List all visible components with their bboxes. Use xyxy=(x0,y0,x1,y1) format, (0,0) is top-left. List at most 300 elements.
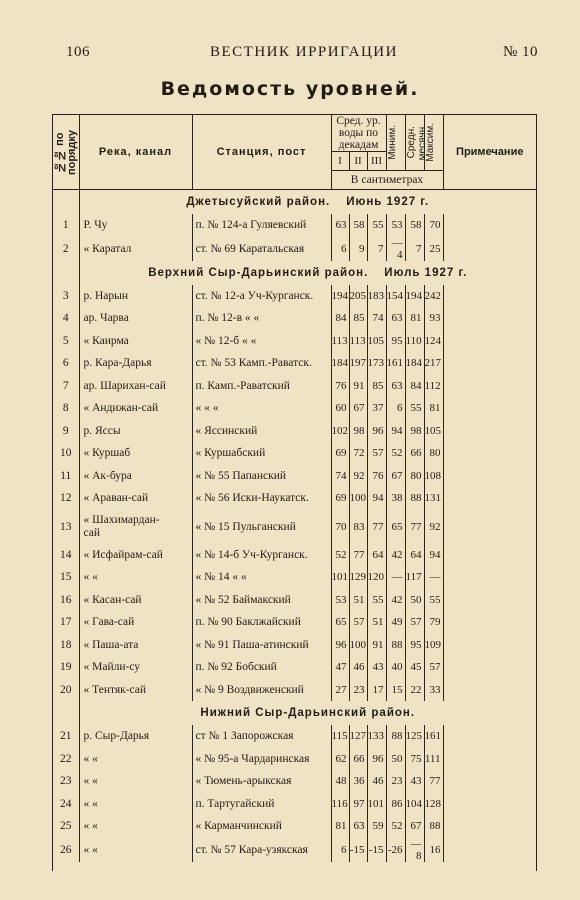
max-value: 33 xyxy=(424,679,443,702)
river-name: « Куршаб xyxy=(79,442,192,465)
max-value: 105 xyxy=(424,420,443,443)
header-month-avg: Средн. месячн. xyxy=(405,115,424,171)
table-row xyxy=(53,793,536,816)
page-title: Ведомость уровней. xyxy=(160,78,420,100)
station-name: « № 52 Баймакский xyxy=(192,589,331,612)
min-value: — xyxy=(386,566,405,589)
decade-3-value: -15 xyxy=(367,838,386,862)
max-value: 93 xyxy=(424,307,443,330)
decade-3-value: 120 xyxy=(367,566,386,589)
decade-2-value: 129 xyxy=(349,566,367,589)
river-name: « Паша-ата xyxy=(79,634,192,657)
station-name: « № 91 Паша-атинский xyxy=(192,634,331,657)
max-value: 94 xyxy=(424,544,443,567)
min-value: 95 xyxy=(386,330,405,353)
min-value: 6 xyxy=(386,397,405,420)
note-cell xyxy=(443,510,536,544)
table-row xyxy=(53,656,536,679)
row-number: 19 xyxy=(53,656,79,679)
header-number: №№ по порядку xyxy=(53,115,79,190)
table-row xyxy=(53,510,536,544)
river-name: « Майли-су xyxy=(79,656,192,679)
max-value: 79 xyxy=(424,611,443,634)
min-value: 15 xyxy=(386,679,405,702)
decade-2-value: 127 xyxy=(349,725,367,748)
decade-3-value: 37 xyxy=(367,397,386,420)
month-avg-value: 104 xyxy=(405,793,424,816)
section-number-cell xyxy=(53,701,79,725)
table-row xyxy=(53,214,536,237)
row-number: 6 xyxy=(53,352,79,375)
max-value: 108 xyxy=(424,465,443,488)
decade-1-value: 81 xyxy=(331,815,349,838)
table-row xyxy=(53,465,536,488)
note-cell xyxy=(443,237,536,261)
table-row xyxy=(53,815,536,838)
month-avg-value: 110 xyxy=(405,330,424,353)
month-avg-value: 7 xyxy=(405,237,424,261)
decade-3-value: 43 xyxy=(367,656,386,679)
row-number: 5 xyxy=(53,330,79,353)
table-row xyxy=(53,679,536,702)
min-value: 67 xyxy=(386,465,405,488)
river-name: « Исфайрам-сай xyxy=(79,544,192,567)
min-value: 50 xyxy=(386,748,405,771)
station-name: « № 56 Иски-Наукатск. xyxy=(192,487,331,510)
min-value: 154 xyxy=(386,285,405,308)
table-row xyxy=(53,838,536,862)
row-number: 16 xyxy=(53,589,79,612)
section-title-cell xyxy=(79,701,536,725)
decade-1-value: 69 xyxy=(331,487,349,510)
decade-3-value: 105 xyxy=(367,330,386,353)
row-number: 21 xyxy=(53,725,79,748)
min-value: 42 xyxy=(386,589,405,612)
row-number: 17 xyxy=(53,611,79,634)
note-cell xyxy=(443,330,536,353)
decade-3-value: 96 xyxy=(367,748,386,771)
note-cell xyxy=(443,214,536,237)
decade-2-value: 92 xyxy=(349,465,367,488)
min-value: 161 xyxy=(386,352,405,375)
river-name: « « xyxy=(79,793,192,816)
decade-3-value: 183 xyxy=(367,285,386,308)
table-row xyxy=(53,375,536,398)
row-number: 9 xyxy=(53,420,79,443)
decade-1-value: 6 xyxy=(331,237,349,261)
journal-title: ВЕСТНИК ИРРИГАЦИИ xyxy=(210,44,398,60)
decade-2-value: 100 xyxy=(349,487,367,510)
max-value: 128 xyxy=(424,793,443,816)
decade-2-value: 85 xyxy=(349,307,367,330)
decade-2-value: 66 xyxy=(349,748,367,771)
row-number: 2 xyxy=(53,237,79,261)
row-number: 22 xyxy=(53,748,79,771)
decade-1-value: 69 xyxy=(331,442,349,465)
month-avg-value: 80 xyxy=(405,465,424,488)
header-river: Река, канал xyxy=(79,115,192,190)
note-cell xyxy=(443,465,536,488)
section-number-cell xyxy=(53,190,79,215)
max-value: 80 xyxy=(424,442,443,465)
month-avg-value: 55 xyxy=(405,397,424,420)
month-avg-value: 84 xyxy=(405,375,424,398)
decade-2-value: 77 xyxy=(349,544,367,567)
max-value: 88 xyxy=(424,815,443,838)
min-value: 52 xyxy=(386,442,405,465)
decade-3-value: 17 xyxy=(367,679,386,702)
min-value: 63 xyxy=(386,307,405,330)
note-cell xyxy=(443,285,536,308)
decade-3-value: 59 xyxy=(367,815,386,838)
max-value: 16 xyxy=(424,838,443,862)
decade-1-value: 6 xyxy=(331,838,349,862)
header-units: В сантиметрах xyxy=(331,171,443,190)
decade-1-value: 113 xyxy=(331,330,349,353)
table-row xyxy=(53,770,536,793)
month-avg-value: —8 xyxy=(405,838,424,862)
min-value: 88 xyxy=(386,634,405,657)
note-cell xyxy=(443,352,536,375)
decade-1-value: 27 xyxy=(331,679,349,702)
decade-1-value: 53 xyxy=(331,589,349,612)
month-avg-value: 57 xyxy=(405,611,424,634)
max-value: 70 xyxy=(424,214,443,237)
month-avg-value: 81 xyxy=(405,307,424,330)
row-number: 8 xyxy=(53,397,79,420)
decade-3-value: 55 xyxy=(367,589,386,612)
decade-3-value: 46 xyxy=(367,770,386,793)
row-number: 23 xyxy=(53,770,79,793)
month-avg-value: 98 xyxy=(405,420,424,443)
decade-1-value: 194 xyxy=(331,285,349,308)
station-name: « Тюмень-арыкская xyxy=(192,770,331,793)
max-value: 57 xyxy=(424,656,443,679)
issue-number: № 10 xyxy=(502,44,538,60)
section-title: Джетысуйский район. xyxy=(186,196,331,208)
decade-2-value: -15 xyxy=(349,838,367,862)
month-avg-value: 66 xyxy=(405,442,424,465)
decade-3-value: 96 xyxy=(367,420,386,443)
decade-1-value: 62 xyxy=(331,748,349,771)
decade-2-value: 67 xyxy=(349,397,367,420)
section-title: Верхний Сыр-Дарьинский район. xyxy=(148,266,369,279)
table-row xyxy=(53,634,536,657)
max-value: 161 xyxy=(424,725,443,748)
decade-1-value: 47 xyxy=(331,656,349,679)
note-cell xyxy=(443,793,536,816)
min-value: 38 xyxy=(386,487,405,510)
min-value: 40 xyxy=(386,656,405,679)
decade-3-value: 74 xyxy=(367,307,386,330)
month-avg-value: 45 xyxy=(405,656,424,679)
river-name: « Араван-сай xyxy=(79,487,192,510)
note-cell xyxy=(443,815,536,838)
note-cell xyxy=(443,307,536,330)
river-name: ар. Шарихан-сай xyxy=(79,375,192,398)
row-number: 20 xyxy=(53,679,79,702)
header-note: Примечание xyxy=(443,115,536,190)
river-name: « Каратал xyxy=(79,237,192,261)
station-name: « № 14-б Уч-Курганск. xyxy=(192,544,331,567)
section-title: Нижний Сыр-Дарьинский район. xyxy=(200,707,416,719)
max-value: 131 xyxy=(424,487,443,510)
row-number: 10 xyxy=(53,442,79,465)
table-row xyxy=(53,566,536,589)
max-value: 217 xyxy=(424,352,443,375)
table-row xyxy=(53,420,536,443)
station-name: п. № 124-а Гуляевский xyxy=(192,214,331,237)
station-name: « № 55 Папанский xyxy=(192,465,331,488)
river-name: р. Кара-Дарья xyxy=(79,352,192,375)
decade-1-value: 96 xyxy=(331,634,349,657)
row-number: 3 xyxy=(53,285,79,308)
row-number: 26 xyxy=(53,838,79,862)
note-cell xyxy=(443,634,536,657)
decade-1-value: 76 xyxy=(331,375,349,398)
page-number: 106 xyxy=(66,44,90,60)
decade-3-value: 77 xyxy=(367,510,386,544)
decade-2-value: 197 xyxy=(349,352,367,375)
decade-2-value: 46 xyxy=(349,656,367,679)
river-name: « Андижан-сай xyxy=(79,397,192,420)
section-date: Июль 1927 г. xyxy=(384,266,468,279)
max-value: 111 xyxy=(424,748,443,771)
row-number: 4 xyxy=(53,307,79,330)
decade-2-value: 83 xyxy=(349,510,367,544)
station-name: ст. № 57 Кара-узякская xyxy=(192,838,331,862)
note-cell xyxy=(443,589,536,612)
station-name: п. № 92 Бобский xyxy=(192,656,331,679)
decade-2-value: 23 xyxy=(349,679,367,702)
decade-2-value: 97 xyxy=(349,793,367,816)
min-value: 23 xyxy=(386,770,405,793)
header-decade-3: III xyxy=(367,152,386,171)
min-value: —4 xyxy=(386,237,405,261)
decade-2-value: 51 xyxy=(349,589,367,612)
max-value: — xyxy=(424,566,443,589)
min-value: 53 xyxy=(386,214,405,237)
running-head xyxy=(60,44,538,64)
section-header-row xyxy=(53,261,536,285)
river-name: « Тентяк-сай xyxy=(79,679,192,702)
note-cell xyxy=(443,748,536,771)
table-row xyxy=(53,237,536,261)
station-name: « № 95-а Чардаринская xyxy=(192,748,331,771)
decade-2-value: 72 xyxy=(349,442,367,465)
decade-3-value: 85 xyxy=(367,375,386,398)
row-number: 14 xyxy=(53,544,79,567)
decade-2-value: 91 xyxy=(349,375,367,398)
min-value: 86 xyxy=(386,793,405,816)
decade-2-value: 9 xyxy=(349,237,367,261)
decade-2-value: 63 xyxy=(349,815,367,838)
table-row xyxy=(53,748,536,771)
note-cell xyxy=(443,397,536,420)
river-name: Р. Чу xyxy=(79,214,192,237)
month-avg-value: 58 xyxy=(405,214,424,237)
min-value: 42 xyxy=(386,544,405,567)
min-value: 65 xyxy=(386,510,405,544)
note-cell xyxy=(443,420,536,443)
note-cell xyxy=(443,838,536,862)
decade-1-value: 84 xyxy=(331,307,349,330)
decade-3-value: 76 xyxy=(367,465,386,488)
month-avg-value: 95 xyxy=(405,634,424,657)
decade-2-value: 36 xyxy=(349,770,367,793)
river-name: « « xyxy=(79,566,192,589)
min-value: 52 xyxy=(386,815,405,838)
max-value: 124 xyxy=(424,330,443,353)
river-name: р. Сыр-Дарья xyxy=(79,725,192,748)
row-number: 12 xyxy=(53,487,79,510)
month-avg-value: 117 xyxy=(405,566,424,589)
table-row xyxy=(53,397,536,420)
decade-3-value: 101 xyxy=(367,793,386,816)
section-date: Июнь 1927 г. xyxy=(346,196,430,208)
decade-1-value: 116 xyxy=(331,793,349,816)
row-number: 24 xyxy=(53,793,79,816)
decade-1-value: 74 xyxy=(331,465,349,488)
min-value: 63 xyxy=(386,375,405,398)
header-min: Миним. xyxy=(386,115,405,171)
note-cell xyxy=(443,656,536,679)
decade-1-value: 63 xyxy=(331,214,349,237)
note-cell xyxy=(443,544,536,567)
max-value: 92 xyxy=(424,510,443,544)
table-row xyxy=(53,442,536,465)
max-value: 77 xyxy=(424,770,443,793)
month-avg-value: 75 xyxy=(405,748,424,771)
max-value: 25 xyxy=(424,237,443,261)
table-row xyxy=(53,589,536,612)
header-decade-2: II xyxy=(349,152,367,171)
decade-1-value: 52 xyxy=(331,544,349,567)
row-number: 7 xyxy=(53,375,79,398)
month-avg-value: 67 xyxy=(405,815,424,838)
note-cell xyxy=(443,487,536,510)
decade-3-value: 94 xyxy=(367,487,386,510)
row-number: 13 xyxy=(53,510,79,544)
levels-table xyxy=(52,114,537,871)
note-cell xyxy=(443,679,536,702)
max-value: 55 xyxy=(424,589,443,612)
decade-1-value: 101 xyxy=(331,566,349,589)
table-row xyxy=(53,725,536,748)
row-number: 18 xyxy=(53,634,79,657)
note-cell xyxy=(443,375,536,398)
section-header-row xyxy=(53,701,536,725)
row-number: 1 xyxy=(53,214,79,237)
decade-3-value: 7 xyxy=(367,237,386,261)
month-avg-value: 125 xyxy=(405,725,424,748)
decade-3-value: 51 xyxy=(367,611,386,634)
decade-3-value: 55 xyxy=(367,214,386,237)
header-decade-avg: Сред. ур. воды по декадам xyxy=(331,115,386,152)
max-value: 242 xyxy=(424,285,443,308)
table-row xyxy=(53,487,536,510)
river-name: « « xyxy=(79,748,192,771)
decade-1-value: 65 xyxy=(331,611,349,634)
note-cell xyxy=(443,566,536,589)
station-name: « Яссинский xyxy=(192,420,331,443)
decade-3-value: 91 xyxy=(367,634,386,657)
month-avg-value: 64 xyxy=(405,544,424,567)
min-value: 88 xyxy=(386,725,405,748)
table-row xyxy=(53,330,536,353)
min-value: 49 xyxy=(386,611,405,634)
row-number: 25 xyxy=(53,815,79,838)
river-name: р. Яссы xyxy=(79,420,192,443)
note-cell xyxy=(443,442,536,465)
station-name: п. Тартугайский xyxy=(192,793,331,816)
section-title-cell xyxy=(79,261,536,285)
max-value: 81 xyxy=(424,397,443,420)
station-name: ст. № 12-а Уч-Курганск. xyxy=(192,285,331,308)
table-row xyxy=(53,611,536,634)
decade-3-value: 64 xyxy=(367,544,386,567)
decade-1-value: 60 xyxy=(331,397,349,420)
min-value: 94 xyxy=(386,420,405,443)
header-max: Максим. xyxy=(424,115,443,171)
decade-1-value: 115 xyxy=(331,725,349,748)
row-number: 15 xyxy=(53,566,79,589)
decade-1-value: 48 xyxy=(331,770,349,793)
river-name: « Шахимардан- сай xyxy=(79,510,192,544)
station-name: « Карманчинский xyxy=(192,815,331,838)
station-name: « Куршабский xyxy=(192,442,331,465)
station-name: ст № 1 Запорожская xyxy=(192,725,331,748)
decade-3-value: 57 xyxy=(367,442,386,465)
station-name: « № 9 Воздвиженский xyxy=(192,679,331,702)
table-row xyxy=(53,544,536,567)
decade-1-value: 70 xyxy=(331,510,349,544)
section-header-row xyxy=(53,190,536,215)
row-number: 11 xyxy=(53,465,79,488)
station-name: « № 12-б « « xyxy=(192,330,331,353)
station-name: п. № 12-в « « xyxy=(192,307,331,330)
max-value: 112 xyxy=(424,375,443,398)
section-number-cell xyxy=(53,261,79,285)
max-value: 109 xyxy=(424,634,443,657)
station-name: ст. № 69 Каратальская xyxy=(192,237,331,261)
river-name: « « xyxy=(79,838,192,862)
station-name: « № 15 Пульганский xyxy=(192,510,331,544)
station-name: п. № 90 Баклжайский xyxy=(192,611,331,634)
table-row xyxy=(53,285,536,308)
table-row xyxy=(53,352,536,375)
river-name: ар. Чарва xyxy=(79,307,192,330)
month-avg-value: 50 xyxy=(405,589,424,612)
station-name: п. Камп.-Раватский xyxy=(192,375,331,398)
month-avg-value: 77 xyxy=(405,510,424,544)
month-avg-value: 194 xyxy=(405,285,424,308)
note-cell xyxy=(443,725,536,748)
decade-1-value: 102 xyxy=(331,420,349,443)
station-name: ст. № 53 Камп.-Раватск. xyxy=(192,352,331,375)
river-name: р. Нарын xyxy=(79,285,192,308)
header-decade-1: I xyxy=(331,152,349,171)
min-value: -26 xyxy=(386,838,405,862)
decade-2-value: 205 xyxy=(349,285,367,308)
month-avg-value: 88 xyxy=(405,487,424,510)
decade-2-value: 98 xyxy=(349,420,367,443)
decade-2-value: 113 xyxy=(349,330,367,353)
note-cell xyxy=(443,770,536,793)
section-title-cell xyxy=(79,190,536,215)
note-cell xyxy=(443,611,536,634)
river-name: « « xyxy=(79,770,192,793)
